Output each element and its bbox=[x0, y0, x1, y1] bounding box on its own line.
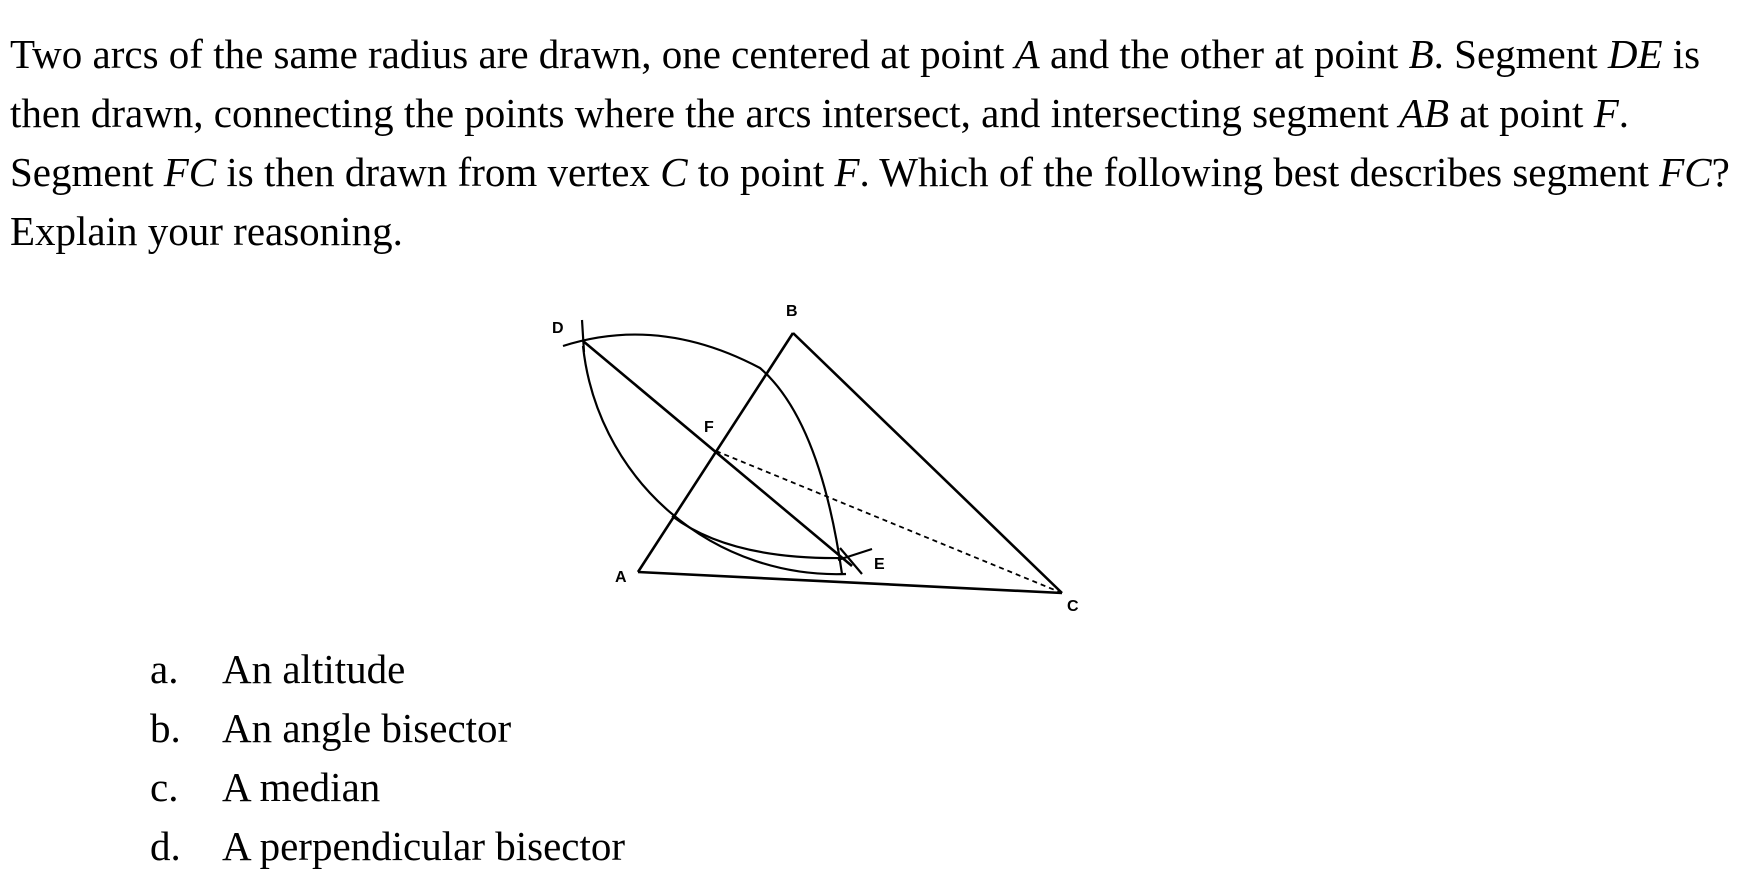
label-d: D bbox=[552, 320, 564, 337]
question-run: . Which of the following best describes segment bbox=[859, 149, 1660, 195]
question-run: . Segment bbox=[1433, 31, 1608, 77]
segment-bc bbox=[793, 333, 1062, 593]
segment-name: FC bbox=[163, 149, 217, 195]
label-a: A bbox=[615, 569, 627, 586]
question-run: to point bbox=[687, 149, 835, 195]
point-name: A bbox=[1014, 31, 1040, 77]
option-letter: b. bbox=[150, 705, 181, 751]
label-e: E bbox=[874, 556, 885, 573]
arc-centered-b bbox=[563, 335, 842, 574]
option-text: A median bbox=[222, 764, 381, 810]
point-name: B bbox=[1408, 31, 1434, 77]
point-name: C bbox=[660, 149, 688, 195]
question-run: and the other at point bbox=[1039, 31, 1409, 77]
label-b: B bbox=[786, 303, 798, 320]
segment-name: FC bbox=[1659, 149, 1712, 195]
segment-name: AB bbox=[1398, 90, 1450, 136]
question-run: at point bbox=[1449, 90, 1594, 136]
point-name: F bbox=[834, 149, 860, 195]
option-letter: d. bbox=[150, 823, 181, 869]
option-b[interactable] bbox=[150, 699, 511, 758]
segment-de bbox=[583, 341, 852, 566]
question-run: ? Explain your reasoning. bbox=[10, 149, 1730, 254]
point-name: F bbox=[1593, 90, 1619, 136]
segment-name: DE bbox=[1607, 31, 1663, 77]
option-d[interactable] bbox=[150, 817, 625, 876]
label-f: F bbox=[704, 419, 714, 436]
question-run: . Segment bbox=[10, 90, 1629, 195]
question-run: is then drawn from vertex bbox=[216, 149, 661, 195]
question-run: Two arcs of the same radius are drawn, one centered at point bbox=[10, 31, 1015, 77]
label-c: C bbox=[1067, 598, 1079, 615]
option-c[interactable] bbox=[150, 758, 380, 817]
option-text: An altitude bbox=[222, 646, 406, 692]
segment-ac bbox=[638, 572, 1062, 593]
tick-mark bbox=[840, 548, 862, 574]
option-text: An angle bisector bbox=[222, 705, 512, 751]
option-a[interactable] bbox=[150, 640, 405, 699]
option-letter: a. bbox=[150, 646, 179, 692]
segment-fc bbox=[716, 451, 1062, 593]
question-run: is then drawn, connecting the points where the arcs intersect, and intersecting segment bbox=[10, 31, 1701, 136]
option-letter: c. bbox=[150, 764, 179, 810]
option-text: A perpendicular bisector bbox=[222, 823, 626, 869]
